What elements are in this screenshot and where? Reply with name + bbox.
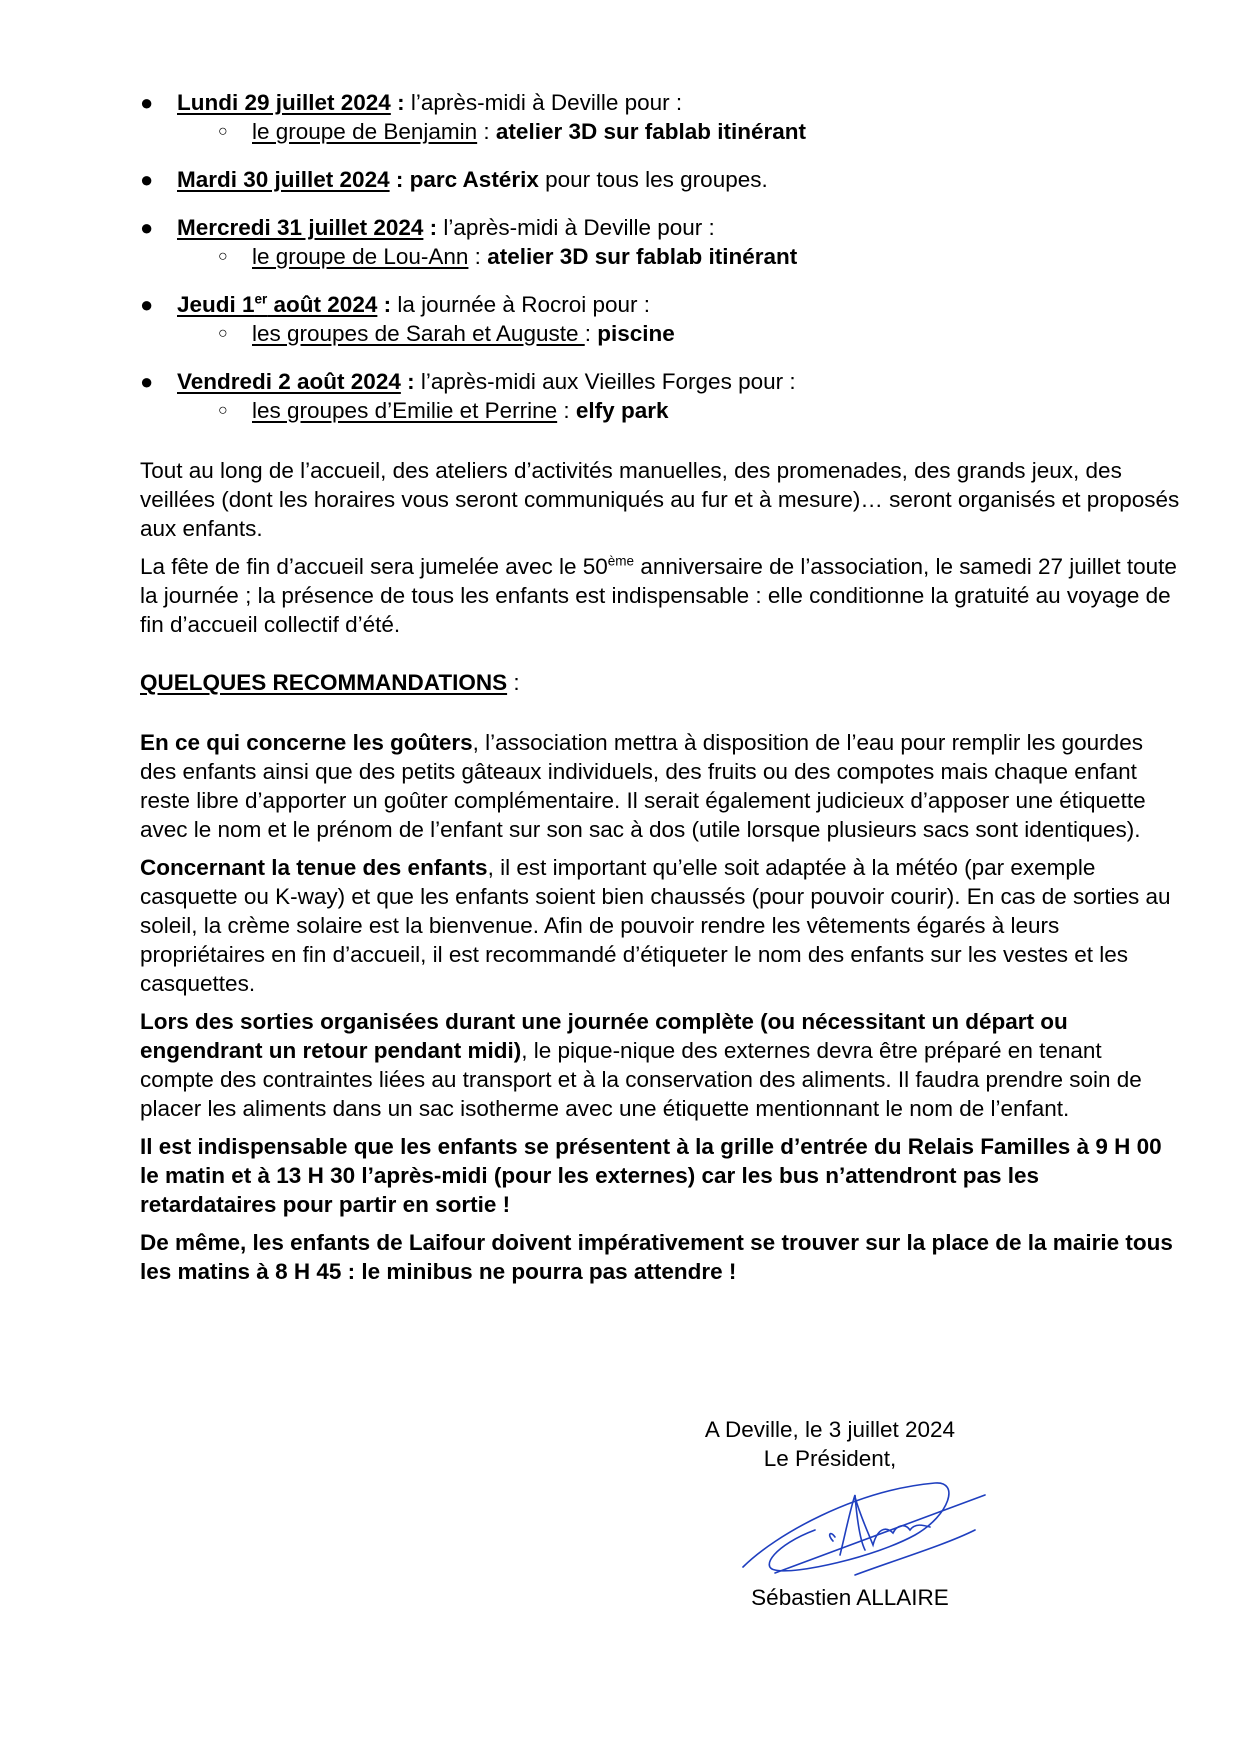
schedule-date [177, 292, 377, 317]
group-name: le groupe de Benjamin [252, 119, 478, 144]
schedule-item-tuesday [140, 165, 1180, 194]
activity-name: atelier 3D sur fablab itinérant [495, 119, 807, 144]
schedule-date: Mardi 30 juillet 2024 [177, 167, 390, 192]
signer-role: Le Président, [763, 1446, 897, 1471]
schedule-item-friday [140, 367, 1180, 396]
group-name: les groupes d’Emilie et Perrine [252, 398, 558, 423]
activity-name: piscine [597, 321, 675, 346]
signature-block [640, 1415, 1020, 1473]
subitem-separator: : [557, 398, 576, 423]
party-ordinal: ème [607, 553, 635, 569]
subitem-separator: : [584, 321, 598, 346]
circle-bullet-icon: ○ [218, 123, 228, 140]
schedule-date: Mercredi 31 juillet 2024 [177, 215, 424, 240]
handwritten-signature-icon [735, 1475, 995, 1585]
bullet-icon: ● [140, 215, 154, 240]
schedule-description: la journée à Rocroi pour : [391, 292, 651, 317]
party-text-end: anniversaire de l’association, le samedi 27 juillet toute la journée ; la présence de tous les enfants est indispensable : elle conditionne la gratuité au voyage de fin d’accueil collectif d’été. [140, 554, 1177, 637]
schedule-separator: : [389, 167, 404, 192]
party-paragraph [140, 552, 1180, 639]
group-name: les groupes de Sarah et Auguste [252, 321, 585, 346]
schedule-subitem [140, 242, 1180, 271]
schedule-item-thursday [140, 290, 1180, 319]
outings-paragraph [140, 1007, 1180, 1123]
circle-bullet-icon: ○ [218, 248, 228, 265]
circle-bullet-icon: ○ [218, 325, 228, 342]
clothing-paragraph [140, 853, 1180, 998]
date-month: août 2024 [267, 292, 378, 317]
activity-name: elfy park [575, 398, 669, 423]
document-page [140, 88, 1180, 1286]
laifour-paragraph: De même, les enfants de Laifour doivent impérativement se trouver sur la place de la mairie tous les matins à 8 H 45 : le minibus ne pourra pas attendre ! [140, 1230, 1173, 1284]
schedule-description: l’après-midi aux Vieilles Forges pour : [414, 369, 796, 394]
date-ordinal: er [254, 291, 268, 307]
group-name: le groupe de Lou-Ann [252, 244, 469, 269]
bullet-icon: ● [140, 90, 154, 115]
circle-bullet-icon: ○ [218, 402, 228, 419]
outings-body: , le pique-nique des externes devra être préparé en tenant compte des contraintes liées au transport et à la conservation des aliments. Il faudra prendre soin de placer les aliments dans un sac isotherme avec une étiquette mentionnant le nom de l’enfant. [140, 1038, 1142, 1121]
snacks-paragraph [140, 728, 1180, 844]
schedule-subitem [140, 319, 1180, 348]
schedule-subitem [140, 396, 1180, 425]
snacks-lead: En ce qui concerne les goûters [140, 730, 473, 755]
subitem-separator: : [477, 119, 496, 144]
schedule-item-wednesday [140, 213, 1180, 242]
bullet-icon: ● [140, 167, 154, 192]
schedule-separator: : [377, 292, 392, 317]
schedule-separator: : [400, 369, 415, 394]
activity-name: atelier 3D sur fablab itinérant [487, 244, 798, 269]
date-day: Jeudi 1 [177, 292, 255, 317]
schedule-date: Vendredi 2 août 2024 [177, 369, 401, 394]
schedule-item-monday [140, 88, 1180, 117]
heading-suffix: : [507, 670, 520, 695]
bullet-icon: ● [140, 292, 154, 317]
activities-paragraph: Tout au long de l’accueil, des ateliers d’activités manuelles, des promenades, des grands jeux, des veillées (dont les horaires vous seront communiqués au fur et à mesure)… seront organisés et proposés aux enfants. [140, 458, 1180, 541]
punctuality-paragraph: Il est indispensable que les enfants se présentent à la grille d’entrée du Relais Familles à 9 H 00 le matin et à 13 H 30 l’après-midi (pour les externes) car les bus n’attendront pas les retardataires pour partir en sortie ! [140, 1134, 1162, 1217]
signer-name: Sébastien ALLAIRE [751, 1585, 949, 1610]
place-date: A Deville, le 3 juillet 2024 [704, 1417, 956, 1442]
heading-text: QUELQUES RECOMMANDATIONS [140, 670, 508, 695]
snacks-body: , l’association mettra à disposition de l’eau pour remplir les gourdes des enfants ainsi que des petits gâteaux individuels, des fruits ou des compotes mais chaque enfant reste libre d’apporter un goûter complémentaire. Il serait également judicieux d’apposer une étiquette avec le nom et le prénom de l’enfant sur son sac à dos (utile lorsque plusieurs sacs sont identiques). [140, 730, 1146, 842]
schedule-description: pour tous les groupes. [538, 167, 768, 192]
subitem-separator: : [468, 244, 488, 269]
bullet-icon: ● [140, 369, 154, 394]
schedule-separator: : [423, 215, 438, 240]
clothing-lead: Concernant la tenue des enfants [140, 855, 488, 880]
schedule-description: l’après-midi à Deville pour : [437, 215, 715, 240]
schedule-description: l’après-midi à Deville pour : [404, 90, 683, 115]
schedule-highlight: parc Astérix [403, 167, 539, 192]
schedule-separator: : [390, 90, 405, 115]
outings-lead: Lors des sorties organisées durant une journée complète (ou nécessitant un départ ou engendrant un retour pendant midi) [140, 1009, 1068, 1063]
schedule-subitem [140, 117, 1180, 146]
party-text-start: La fête de fin d’accueil sera jumelée avec le 50 [140, 554, 608, 579]
schedule-date: Lundi 29 juillet 2024 [177, 90, 391, 115]
clothing-body: , il est important qu’elle soit adaptée à la météo (par exemple casquette ou K-way) et que les enfants soient bien chaussés (pour pouvoir courir). En cas de sorties au soleil, la crème solaire est la bienvenue. Afin de pouvoir rendre les vêtements égarés à leurs propriétaires en fin d’accueil, il est recommandé d’étiqueter le nom des enfants sur les vestes et les casquettes. [140, 855, 1171, 996]
recommendations-heading [140, 668, 1180, 697]
